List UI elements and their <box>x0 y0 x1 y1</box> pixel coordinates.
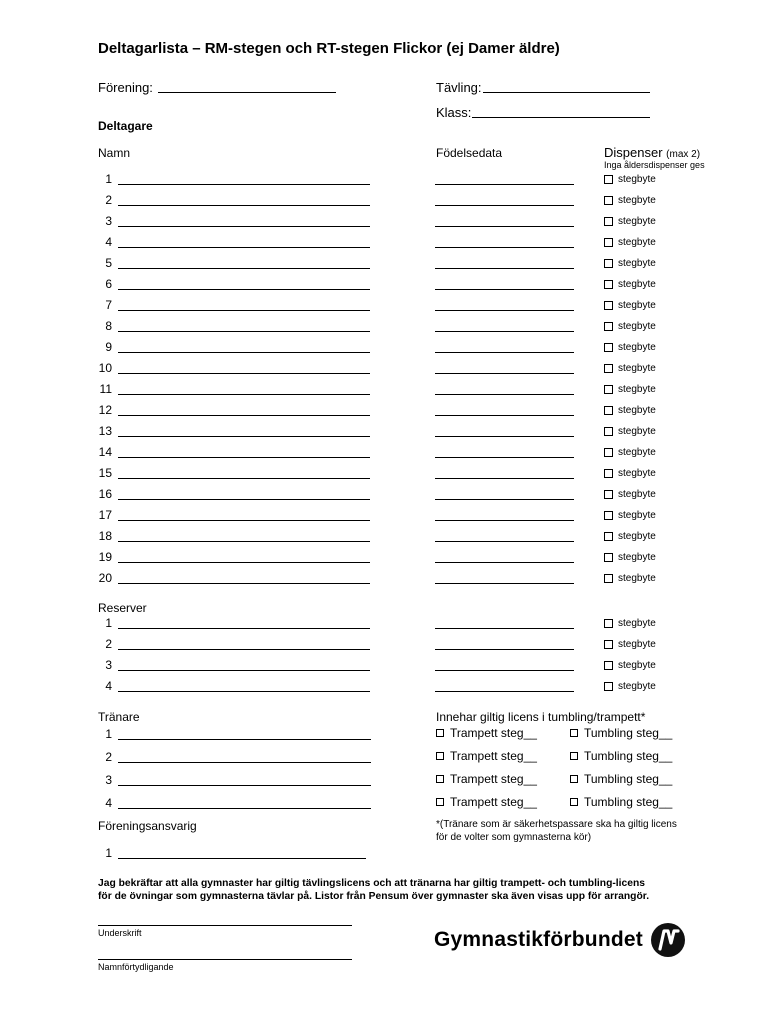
stegbyte-checkbox[interactable] <box>604 639 656 650</box>
forening-label: Förening: <box>98 80 153 95</box>
tumbling-checkbox[interactable] <box>570 749 672 763</box>
checkbox-box-icon[interactable] <box>604 640 613 649</box>
checkbox-box-icon[interactable] <box>604 682 613 691</box>
name-field[interactable] <box>118 268 370 269</box>
stegbyte-checkbox[interactable] <box>604 552 656 563</box>
dispenser-max: (max 2) <box>666 149 701 160</box>
stegbyte-label: stegbyte <box>618 279 656 290</box>
dispenser-header <box>604 145 700 160</box>
row-number: 3 <box>105 214 112 228</box>
stegbyte-label: stegbyte <box>618 531 656 542</box>
birthdate-field[interactable] <box>435 247 574 248</box>
birthdate-field[interactable] <box>435 226 574 227</box>
checkbox-box-icon[interactable] <box>604 406 613 415</box>
birthdate-field[interactable] <box>435 415 574 416</box>
tumbling-label: Tumbling steg__ <box>584 795 673 809</box>
checkbox-box-icon[interactable] <box>604 343 613 352</box>
stegbyte-checkbox[interactable] <box>604 468 656 479</box>
name-field[interactable] <box>118 289 370 290</box>
row-number: 13 <box>98 424 112 438</box>
checkbox-box-icon[interactable] <box>436 752 444 760</box>
logo-wordmark: Gymnastikförbundet <box>434 928 643 951</box>
checkbox-box-icon[interactable] <box>604 511 613 520</box>
birthdate-field[interactable] <box>435 691 574 692</box>
row-number: 3 <box>105 773 112 787</box>
row-number: 10 <box>98 361 112 375</box>
trampett-label: Trampett steg__ <box>450 726 537 740</box>
stegbyte-checkbox[interactable] <box>604 321 656 332</box>
foreningsansvarig-heading: Föreningsansvarig <box>98 819 197 833</box>
tumbling-label: Tumbling steg__ <box>584 726 673 740</box>
name-field[interactable] <box>118 785 371 786</box>
birthdate-field[interactable] <box>435 310 574 311</box>
row-number: 1 <box>105 172 112 186</box>
tumbling-label: Tumbling steg__ <box>584 772 673 786</box>
stegbyte-checkbox[interactable] <box>604 660 656 671</box>
licens-heading: Innehar giltig licens i tumbling/trampett* <box>436 710 646 724</box>
name-field[interactable] <box>118 184 370 185</box>
name-field[interactable] <box>118 808 371 809</box>
checkbox-box-icon[interactable] <box>604 448 613 457</box>
stegbyte-checkbox[interactable] <box>604 195 656 206</box>
checkbox-box-icon[interactable] <box>570 729 578 737</box>
trampett-label: Trampett steg__ <box>450 749 537 763</box>
name-field[interactable] <box>118 373 370 374</box>
name-field[interactable] <box>118 226 370 227</box>
checkbox-box-icon[interactable] <box>570 798 578 806</box>
birthdate-field[interactable] <box>435 670 574 671</box>
row-number: 2 <box>105 193 112 207</box>
checkbox-box-icon[interactable] <box>604 574 613 583</box>
stegbyte-checkbox[interactable] <box>604 237 656 248</box>
name-field[interactable] <box>118 331 370 332</box>
name-field[interactable] <box>118 691 370 692</box>
stegbyte-label: stegbyte <box>618 216 656 227</box>
birthdate-field[interactable] <box>435 205 574 206</box>
birthdate-field[interactable] <box>435 331 574 332</box>
tumbling-label: Tumbling steg__ <box>584 749 673 763</box>
stegbyte-checkbox[interactable] <box>604 573 656 584</box>
page-title: Deltagarlista – RM-stegen och RT-stegen Flickor (ej Damer äldre) <box>98 40 560 57</box>
stegbyte-checkbox[interactable] <box>604 384 656 395</box>
stegbyte-checkbox[interactable] <box>604 216 656 227</box>
stegbyte-checkbox[interactable] <box>604 618 656 629</box>
stegbyte-label: stegbyte <box>618 639 656 650</box>
forening-field[interactable] <box>158 92 336 93</box>
row-number: 20 <box>98 571 112 585</box>
confirmation-line-1: Jag bekräftar att alla gymnaster har giltig tävlingslicens och att tränarna har giltig trampett- och tumbling-licens <box>98 878 645 889</box>
fodelsedata-header: Födelsedata <box>436 146 503 160</box>
licens-note-line-1: *(Tränare som är säkerhetspassare ska ha giltig licens <box>436 819 677 830</box>
row-number: 7 <box>105 298 112 312</box>
logo-mark-icon <box>651 923 685 957</box>
name-field[interactable] <box>118 858 366 859</box>
name-field[interactable] <box>118 394 370 395</box>
tumbling-checkbox[interactable] <box>570 795 672 809</box>
stegbyte-label: stegbyte <box>618 468 656 479</box>
birthdate-field[interactable] <box>435 583 574 584</box>
checkbox-box-icon[interactable] <box>604 553 613 562</box>
row-number: 14 <box>98 445 112 459</box>
birthdate-field[interactable] <box>435 184 574 185</box>
checkbox-box-icon[interactable] <box>604 196 613 205</box>
birthdate-field[interactable] <box>435 628 574 629</box>
checkbox-box-icon[interactable] <box>604 217 613 226</box>
stegbyte-label: stegbyte <box>618 384 656 395</box>
stegbyte-checkbox[interactable] <box>604 447 656 458</box>
name-field[interactable] <box>118 649 370 650</box>
stegbyte-checkbox[interactable] <box>604 258 656 269</box>
stegbyte-label: stegbyte <box>618 510 656 521</box>
stegbyte-checkbox[interactable] <box>604 489 656 500</box>
checkbox-box-icon[interactable] <box>604 238 613 247</box>
birthdate-field[interactable] <box>435 499 574 500</box>
trampett-checkbox[interactable] <box>436 726 537 740</box>
name-field[interactable] <box>118 541 370 542</box>
name-field[interactable] <box>118 583 370 584</box>
checkbox-box-icon[interactable] <box>604 322 613 331</box>
licens-note-line-2: för de volter som gymnasterna kör) <box>436 832 592 843</box>
dispenser-note: Inga åldersdispenser ges <box>604 160 705 170</box>
name-field[interactable] <box>118 520 370 521</box>
trampett-checkbox[interactable] <box>436 772 537 786</box>
namn-header: Namn <box>98 146 131 160</box>
stegbyte-checkbox[interactable] <box>604 531 656 542</box>
name-field[interactable] <box>118 762 371 763</box>
checkbox-box-icon[interactable] <box>604 301 613 310</box>
checkbox-box-icon[interactable] <box>604 385 613 394</box>
birthdate-field[interactable] <box>435 562 574 563</box>
row-number: 4 <box>105 235 112 249</box>
row-number: 18 <box>98 529 112 543</box>
row-number: 2 <box>105 750 112 764</box>
stegbyte-label: stegbyte <box>618 552 656 563</box>
row-number: 1 <box>105 727 112 741</box>
tavling-label: Tävling: <box>436 80 482 95</box>
row-number: 5 <box>105 256 112 270</box>
stegbyte-checkbox[interactable] <box>604 681 656 692</box>
birthdate-field[interactable] <box>435 394 574 395</box>
stegbyte-label: stegbyte <box>618 174 656 185</box>
checkbox-box-icon[interactable] <box>604 619 613 628</box>
row-number: 12 <box>98 403 112 417</box>
stegbyte-checkbox[interactable] <box>604 510 656 521</box>
stegbyte-label: stegbyte <box>618 573 656 584</box>
checkbox-box-icon[interactable] <box>604 175 613 184</box>
checkbox-box-icon[interactable] <box>436 798 444 806</box>
klass-field[interactable] <box>472 117 650 118</box>
row-number: 4 <box>105 796 112 810</box>
checkbox-box-icon[interactable] <box>604 532 613 541</box>
name-field[interactable] <box>118 628 370 629</box>
birthdate-field[interactable] <box>435 457 574 458</box>
name-field[interactable] <box>118 478 370 479</box>
gymnastikforbundet-logo-icon <box>651 923 685 957</box>
row-number: 6 <box>105 277 112 291</box>
namnfortydligande-label: Namnförtydligande <box>98 962 174 972</box>
checkbox-box-icon[interactable] <box>570 752 578 760</box>
stegbyte-label: stegbyte <box>618 618 656 629</box>
checkbox-box-icon[interactable] <box>604 280 613 289</box>
trampett-checkbox[interactable] <box>436 749 537 763</box>
birthdate-field[interactable] <box>435 352 574 353</box>
reserver-heading: Reserver <box>98 601 147 615</box>
row-number: 4 <box>105 679 112 693</box>
signature-line[interactable] <box>98 925 352 926</box>
trampett-label: Trampett steg__ <box>450 772 537 786</box>
stegbyte-checkbox[interactable] <box>604 342 656 353</box>
stegbyte-label: stegbyte <box>618 660 656 671</box>
name-field[interactable] <box>118 670 370 671</box>
birthdate-field[interactable] <box>435 268 574 269</box>
birthdate-field[interactable] <box>435 289 574 290</box>
row-number: 17 <box>98 508 112 522</box>
stegbyte-label: stegbyte <box>618 237 656 248</box>
checkbox-box-icon[interactable] <box>604 490 613 499</box>
stegbyte-checkbox[interactable] <box>604 405 656 416</box>
row-number: 1 <box>105 616 112 630</box>
name-field[interactable] <box>118 436 370 437</box>
row-number: 19 <box>98 550 112 564</box>
confirmation-line-2: för de övningar som gymnasterna tävlar på. Listor från Pensum över gymnaster ska även visas upp för arrangör. <box>98 891 650 902</box>
stegbyte-checkbox[interactable] <box>604 426 656 437</box>
birthdate-field[interactable] <box>435 478 574 479</box>
row-number: 16 <box>98 487 112 501</box>
name-field[interactable] <box>118 562 370 563</box>
name-field[interactable] <box>118 352 370 353</box>
stegbyte-checkbox[interactable] <box>604 174 656 185</box>
birthdate-field[interactable] <box>435 373 574 374</box>
stegbyte-label: stegbyte <box>618 405 656 416</box>
deltagare-heading: Deltagare <box>98 119 153 133</box>
row-number: 3 <box>105 658 112 672</box>
checkbox-box-icon[interactable] <box>436 775 444 783</box>
tumbling-checkbox[interactable] <box>570 726 672 740</box>
stegbyte-label: stegbyte <box>618 447 656 458</box>
row-number: 1 <box>105 846 112 860</box>
checkbox-box-icon[interactable] <box>604 469 613 478</box>
stegbyte-checkbox[interactable] <box>604 363 656 374</box>
checkbox-box-icon[interactable] <box>604 427 613 436</box>
row-number: 9 <box>105 340 112 354</box>
tumbling-checkbox[interactable] <box>570 772 672 786</box>
name-field[interactable] <box>118 310 370 311</box>
stegbyte-label: stegbyte <box>618 258 656 269</box>
stegbyte-label: stegbyte <box>618 300 656 311</box>
dispenser-label: Dispenser <box>604 145 663 160</box>
trampett-checkbox[interactable] <box>436 795 537 809</box>
name-field[interactable] <box>118 415 370 416</box>
stegbyte-label: stegbyte <box>618 195 656 206</box>
checkbox-box-icon[interactable] <box>436 729 444 737</box>
trampett-label: Trampett steg__ <box>450 795 537 809</box>
checkbox-box-icon[interactable] <box>604 259 613 268</box>
name-clarification-line[interactable] <box>98 959 352 960</box>
name-field[interactable] <box>118 205 370 206</box>
checkbox-box-icon[interactable] <box>604 364 613 373</box>
tavling-field[interactable] <box>483 92 650 93</box>
stegbyte-checkbox[interactable] <box>604 300 656 311</box>
stegbyte-label: stegbyte <box>618 489 656 500</box>
stegbyte-checkbox[interactable] <box>604 279 656 290</box>
birthdate-field[interactable] <box>435 520 574 521</box>
name-field[interactable] <box>118 457 370 458</box>
row-number: 11 <box>99 382 112 396</box>
underskrift-label: Underskrift <box>98 928 142 938</box>
tranare-heading: Tränare <box>98 710 140 724</box>
stegbyte-label: stegbyte <box>618 426 656 437</box>
birthdate-field[interactable] <box>435 649 574 650</box>
stegbyte-label: stegbyte <box>618 321 656 332</box>
checkbox-box-icon[interactable] <box>604 661 613 670</box>
row-number: 2 <box>105 637 112 651</box>
stegbyte-label: stegbyte <box>618 342 656 353</box>
name-field[interactable] <box>118 499 370 500</box>
name-field[interactable] <box>118 247 370 248</box>
birthdate-field[interactable] <box>435 541 574 542</box>
row-number: 8 <box>105 319 112 333</box>
klass-label: Klass: <box>436 105 472 120</box>
stegbyte-label: stegbyte <box>618 681 656 692</box>
birthdate-field[interactable] <box>435 436 574 437</box>
name-field[interactable] <box>118 739 371 740</box>
row-number: 15 <box>98 466 112 480</box>
checkbox-box-icon[interactable] <box>570 775 578 783</box>
stegbyte-label: stegbyte <box>618 363 656 374</box>
